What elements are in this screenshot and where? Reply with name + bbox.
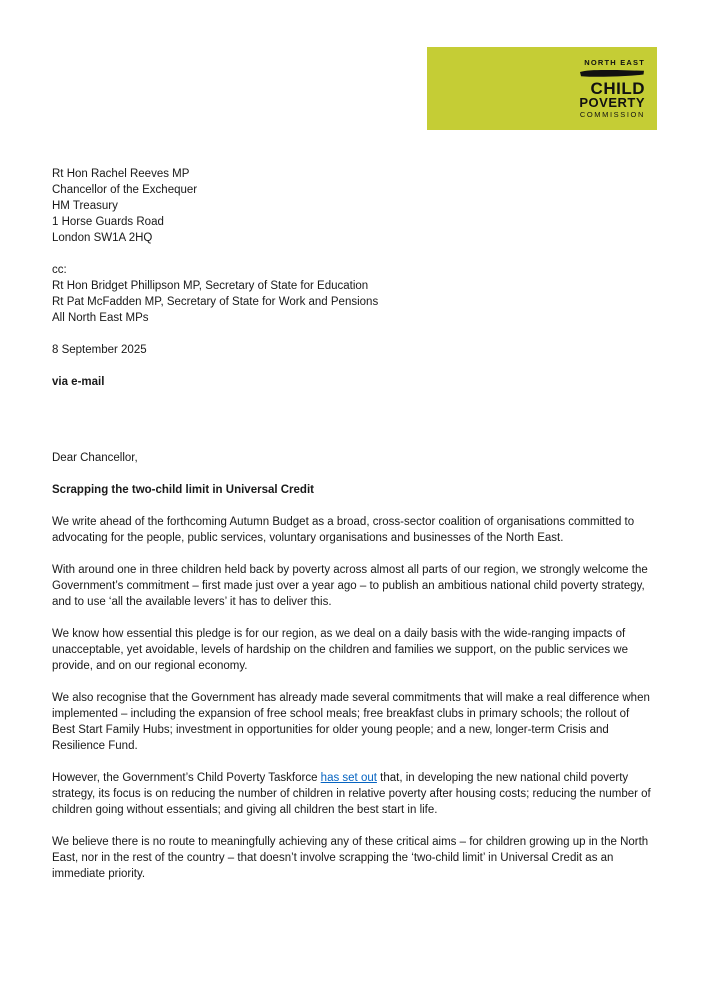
paragraph-2: With around one in three children held back by poverty across almost all parts of our region, we strongly welcome the Government’s commitment – first made just over a year ago – to publish an ambitious national child poverty strategy, and to use ‘all the available levers’ it has to deliver this. bbox=[52, 564, 648, 608]
cc-label: cc: bbox=[52, 264, 67, 276]
recipient-line: Chancellor of the Exchequer bbox=[52, 184, 198, 196]
logo-title-child: CHILD bbox=[590, 78, 645, 98]
logo-title-poverty: POVERTY bbox=[579, 94, 645, 110]
cc-line: Rt Pat McFadden MP, Secretary of State for Work and Pensions bbox=[52, 296, 379, 308]
taskforce-link[interactable]: has set out bbox=[320, 772, 377, 784]
logo-title-commission: COMMISSION bbox=[579, 109, 645, 119]
letter-date: 8 September 2025 bbox=[52, 344, 147, 356]
logo-region-text: NORTH EAST bbox=[584, 57, 645, 67]
salutation: Dear Chancellor, bbox=[52, 452, 138, 464]
paragraph-3: We know how essential this pledge is for our region, as we deal on a daily basis with the wide-ranging impacts of unacceptable, yet avoidable, levels of hardship on the children and families we support, on the public services we provide, and on our regional economy. bbox=[52, 628, 628, 672]
paragraph-6: We believe there is no route to meaningfully achieving any of these critical aims – for children growing up in the North East, nor in the rest of the country – that doesn’t involve scrapping the ‘two-child limit’ in Universal Credit as an immediate priority. bbox=[52, 836, 649, 880]
cc-block bbox=[52, 262, 655, 326]
paragraph-1: We write ahead of the forthcoming Autumn Budget as a broad, cross-sector coalition of organisations committed to advocating for the people, public services, voluntary organisations and businesses of the North East. bbox=[52, 516, 635, 544]
recipient-address bbox=[52, 166, 655, 246]
paragraph-4: We also recognise that the Government has already made several commitments that will make a real difference when implemented – including the expansion of free school meals; free breakfast clubs in primary schools; the rollout of Best Start Family Hubs; investment in opportunities for older young people; and a new, longer-term Crisis and Resilience Fund. bbox=[52, 692, 650, 752]
delivery-method: via e-mail bbox=[52, 376, 105, 388]
subject-line: Scrapping the two-child limit in Universal Credit bbox=[52, 484, 314, 496]
recipient-line: Rt Hon Rachel Reeves MP bbox=[52, 168, 190, 180]
cc-line: All North East MPs bbox=[52, 312, 149, 324]
recipient-line: London SW1A 2HQ bbox=[52, 232, 153, 244]
paragraph-5 bbox=[52, 770, 655, 818]
cc-line: Rt Hon Bridget Phillipson MP, Secretary of State for Education bbox=[52, 280, 369, 292]
recipient-line: HM Treasury bbox=[52, 200, 118, 212]
recipient-line: 1 Horse Guards Road bbox=[52, 216, 164, 228]
paragraph-5-text-after: that, in developing the new national child poverty strategy, its focus is on reducing the number of children in relative poverty after housing costs; reducing the number of children going without essentials; and giving all children the best start in life. bbox=[52, 772, 651, 816]
paragraph-5-text-before: However, the Government’s Child Poverty Taskforce bbox=[52, 772, 321, 784]
